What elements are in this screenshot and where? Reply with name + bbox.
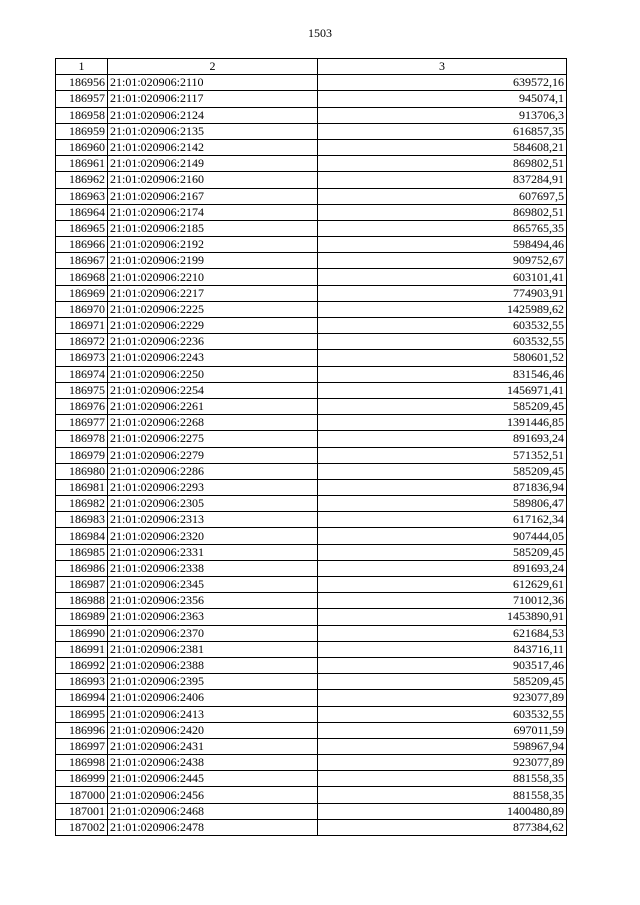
cadastral-number-cell: 21:01:020906:2338 [108, 560, 318, 576]
cadastral-value-cell: 710012,36 [318, 593, 567, 609]
table-row [56, 415, 567, 431]
cadastral-number-cell: 21:01:020906:2331 [108, 544, 318, 560]
row-number-cell: 186959 [56, 123, 108, 139]
row-number-cell: 186960 [56, 139, 108, 155]
cadastral-number-cell: 21:01:020906:2261 [108, 398, 318, 414]
row-number-cell: 187002 [56, 819, 108, 835]
cadastral-value-cell: 598494,46 [318, 237, 567, 253]
table-row [56, 528, 567, 544]
cadastral-number-cell: 21:01:020906:2124 [108, 107, 318, 123]
cadastral-value-cell: 903517,46 [318, 657, 567, 673]
page-number: 1503 [308, 26, 332, 40]
cadastral-number-cell: 21:01:020906:2229 [108, 318, 318, 334]
cadastral-number-cell: 21:01:020906:2142 [108, 139, 318, 155]
cadastral-number-cell: 21:01:020906:2293 [108, 479, 318, 495]
row-number-cell: 186969 [56, 285, 108, 301]
table-row [56, 334, 567, 350]
cadastral-number-cell: 21:01:020906:2250 [108, 366, 318, 382]
row-number-cell: 186992 [56, 657, 108, 673]
cadastral-value-cell: 831546,46 [318, 366, 567, 382]
cadastral-value-cell: 603532,55 [318, 318, 567, 334]
row-number-cell: 186998 [56, 755, 108, 771]
row-number-cell: 186967 [56, 253, 108, 269]
cadastral-number-cell: 21:01:020906:2445 [108, 771, 318, 787]
cadastral-number-cell: 21:01:020906:2275 [108, 431, 318, 447]
cadastral-number-cell: 21:01:020906:2381 [108, 641, 318, 657]
table-row [56, 382, 567, 398]
row-number-cell: 186975 [56, 382, 108, 398]
cadastral-value-cell: 571352,51 [318, 447, 567, 463]
table-row [56, 431, 567, 447]
cadastral-number-cell: 21:01:020906:2406 [108, 690, 318, 706]
cadastral-number-cell: 21:01:020906:2478 [108, 819, 318, 835]
cadastral-value-cell: 871836,94 [318, 479, 567, 495]
cadastral-value-cell: 869802,51 [318, 156, 567, 172]
row-number-cell: 187000 [56, 787, 108, 803]
table-row [56, 674, 567, 690]
cadastral-number-cell: 21:01:020906:2174 [108, 204, 318, 220]
column-header-1: 1 [56, 59, 108, 75]
table-row [56, 657, 567, 673]
row-number-cell: 186980 [56, 463, 108, 479]
row-number-cell: 186968 [56, 269, 108, 285]
row-number-cell: 186970 [56, 301, 108, 317]
table-row [56, 722, 567, 738]
row-number-cell: 186958 [56, 107, 108, 123]
cadastral-number-cell: 21:01:020906:2345 [108, 577, 318, 593]
cadastral-value-cell: 585209,45 [318, 398, 567, 414]
table-row [56, 819, 567, 835]
cadastral-number-cell: 21:01:020906:2395 [108, 674, 318, 690]
row-number-cell: 186985 [56, 544, 108, 560]
table-row [56, 771, 567, 787]
row-number-cell: 186983 [56, 512, 108, 528]
cadastral-value-cell: 603101,41 [318, 269, 567, 285]
cadastral-number-cell: 21:01:020906:2149 [108, 156, 318, 172]
row-number-cell: 187001 [56, 803, 108, 819]
cadastral-number-cell: 21:01:020906:2243 [108, 350, 318, 366]
row-number-cell: 186990 [56, 625, 108, 641]
table-row [56, 285, 567, 301]
row-number-cell: 186978 [56, 431, 108, 447]
row-number-cell: 186996 [56, 722, 108, 738]
cadastral-number-cell: 21:01:020906:2254 [108, 382, 318, 398]
row-number-cell: 186986 [56, 560, 108, 576]
cadastral-value-cell: 598967,94 [318, 738, 567, 754]
cadastral-number-cell: 21:01:020906:2236 [108, 334, 318, 350]
row-number-cell: 186957 [56, 91, 108, 107]
cadastral-value-cell: 1400480,89 [318, 803, 567, 819]
cadastral-number-cell: 21:01:020906:2320 [108, 528, 318, 544]
table-row [56, 301, 567, 317]
cadastral-number-cell: 21:01:020906:2313 [108, 512, 318, 528]
cadastral-value-cell: 869802,51 [318, 204, 567, 220]
cadastral-value-cell: 909752,67 [318, 253, 567, 269]
table-row [56, 366, 567, 382]
table-row [56, 479, 567, 495]
cadastral-value-cell: 913706,3 [318, 107, 567, 123]
cadastral-value-cell: 774903,91 [318, 285, 567, 301]
table-row [56, 269, 567, 285]
table-row [56, 690, 567, 706]
row-number-cell: 186972 [56, 334, 108, 350]
table-row [56, 738, 567, 754]
table-row [56, 625, 567, 641]
table-row [56, 75, 567, 91]
cadastral-value-cell: 907444,05 [318, 528, 567, 544]
table-row [56, 706, 567, 722]
cadastral-number-cell: 21:01:020906:2279 [108, 447, 318, 463]
cadastral-value-cell: 584608,21 [318, 139, 567, 155]
table-header-row [56, 59, 567, 75]
table-row [56, 220, 567, 236]
table-row [56, 496, 567, 512]
row-number-cell: 186966 [56, 237, 108, 253]
row-number-cell: 186987 [56, 577, 108, 593]
cadastral-value-cell: 607697,5 [318, 188, 567, 204]
cadastral-value-cell: 891693,24 [318, 431, 567, 447]
cadastral-number-cell: 21:01:020906:2356 [108, 593, 318, 609]
cadastral-number-cell: 21:01:020906:2456 [108, 787, 318, 803]
table-row [56, 755, 567, 771]
cadastral-number-cell: 21:01:020906:2167 [108, 188, 318, 204]
table-body [56, 75, 567, 836]
cadastral-value-table [55, 58, 567, 836]
cadastral-value-cell: 697011,59 [318, 722, 567, 738]
cadastral-number-cell: 21:01:020906:2363 [108, 609, 318, 625]
cadastral-value-cell: 923077,89 [318, 755, 567, 771]
row-number-cell: 186999 [56, 771, 108, 787]
table-row [56, 188, 567, 204]
cadastral-number-cell: 21:01:020906:2268 [108, 415, 318, 431]
cadastral-number-cell: 21:01:020906:2305 [108, 496, 318, 512]
table-row [56, 91, 567, 107]
cadastral-value-cell: 1391446,85 [318, 415, 567, 431]
cadastral-number-cell: 21:01:020906:2110 [108, 75, 318, 91]
table-row [56, 463, 567, 479]
row-number-cell: 186964 [56, 204, 108, 220]
cadastral-value-cell: 617162,34 [318, 512, 567, 528]
row-number-cell: 186993 [56, 674, 108, 690]
table-row [56, 107, 567, 123]
cadastral-value-cell: 891693,24 [318, 560, 567, 576]
row-number-cell: 186962 [56, 172, 108, 188]
cadastral-number-cell: 21:01:020906:2160 [108, 172, 318, 188]
row-number-cell: 186973 [56, 350, 108, 366]
row-number-cell: 186989 [56, 609, 108, 625]
cadastral-number-cell: 21:01:020906:2388 [108, 657, 318, 673]
cadastral-number-cell: 21:01:020906:2217 [108, 285, 318, 301]
row-number-cell: 186981 [56, 479, 108, 495]
table-row [56, 156, 567, 172]
cadastral-value-cell: 612629,61 [318, 577, 567, 593]
row-number-cell: 186977 [56, 415, 108, 431]
row-number-cell: 186963 [56, 188, 108, 204]
table-row [56, 544, 567, 560]
cadastral-value-cell: 865765,35 [318, 220, 567, 236]
cadastral-value-cell: 603532,55 [318, 334, 567, 350]
column-header-3: 3 [318, 59, 567, 75]
table-row [56, 237, 567, 253]
cadastral-value-cell: 603532,55 [318, 706, 567, 722]
cadastral-number-cell: 21:01:020906:2199 [108, 253, 318, 269]
table-row [56, 318, 567, 334]
cadastral-number-cell: 21:01:020906:2370 [108, 625, 318, 641]
row-number-cell: 186982 [56, 496, 108, 512]
row-number-cell: 186997 [56, 738, 108, 754]
table-row [56, 512, 567, 528]
row-number-cell: 186979 [56, 447, 108, 463]
cadastral-number-cell: 21:01:020906:2225 [108, 301, 318, 317]
table-row [56, 593, 567, 609]
cadastral-value-cell: 1456971,41 [318, 382, 567, 398]
row-number-cell: 186974 [56, 366, 108, 382]
cadastral-number-cell: 21:01:020906:2210 [108, 269, 318, 285]
cadastral-number-cell: 21:01:020906:2420 [108, 722, 318, 738]
cadastral-number-cell: 21:01:020906:2185 [108, 220, 318, 236]
cadastral-value-cell: 837284,91 [318, 172, 567, 188]
cadastral-number-cell: 21:01:020906:2117 [108, 91, 318, 107]
table-row [56, 350, 567, 366]
row-number-cell: 186961 [56, 156, 108, 172]
cadastral-number-cell: 21:01:020906:2192 [108, 237, 318, 253]
cadastral-number-cell: 21:01:020906:2431 [108, 738, 318, 754]
cadastral-value-cell: 923077,89 [318, 690, 567, 706]
cadastral-value-cell: 881558,35 [318, 771, 567, 787]
table-row [56, 560, 567, 576]
row-number-cell: 186995 [56, 706, 108, 722]
table-row [56, 609, 567, 625]
cadastral-number-cell: 21:01:020906:2413 [108, 706, 318, 722]
cadastral-value-cell: 843716,11 [318, 641, 567, 657]
row-number-cell: 186971 [56, 318, 108, 334]
cadastral-value-cell: 589806,47 [318, 496, 567, 512]
row-number-cell: 186991 [56, 641, 108, 657]
row-number-cell: 186965 [56, 220, 108, 236]
row-number-cell: 186976 [56, 398, 108, 414]
table-row [56, 787, 567, 803]
table-row [56, 447, 567, 463]
cadastral-number-cell: 21:01:020906:2438 [108, 755, 318, 771]
cadastral-number-cell: 21:01:020906:2468 [108, 803, 318, 819]
row-number-cell: 186994 [56, 690, 108, 706]
column-header-2: 2 [108, 59, 318, 75]
cadastral-value-cell: 1425989,62 [318, 301, 567, 317]
table-row [56, 398, 567, 414]
row-number-cell: 186984 [56, 528, 108, 544]
table-row [56, 577, 567, 593]
table-row [56, 204, 567, 220]
table-row [56, 641, 567, 657]
cadastral-value-cell: 585209,45 [318, 463, 567, 479]
cadastral-value-cell: 616857,35 [318, 123, 567, 139]
cadastral-number-cell: 21:01:020906:2286 [108, 463, 318, 479]
cadastral-value-cell: 877384,62 [318, 819, 567, 835]
cadastral-value-cell: 1453890,91 [318, 609, 567, 625]
cadastral-value-cell: 639572,16 [318, 75, 567, 91]
cadastral-value-cell: 881558,35 [318, 787, 567, 803]
row-number-cell: 186988 [56, 593, 108, 609]
cadastral-value-cell: 585209,45 [318, 674, 567, 690]
table-row [56, 253, 567, 269]
cadastral-value-cell: 580601,52 [318, 350, 567, 366]
table-row [56, 803, 567, 819]
row-number-cell: 186956 [56, 75, 108, 91]
cadastral-number-cell: 21:01:020906:2135 [108, 123, 318, 139]
cadastral-value-cell: 621684,53 [318, 625, 567, 641]
table-row [56, 139, 567, 155]
table-row [56, 172, 567, 188]
cadastral-value-cell: 945074,1 [318, 91, 567, 107]
table-row [56, 123, 567, 139]
cadastral-value-cell: 585209,45 [318, 544, 567, 560]
